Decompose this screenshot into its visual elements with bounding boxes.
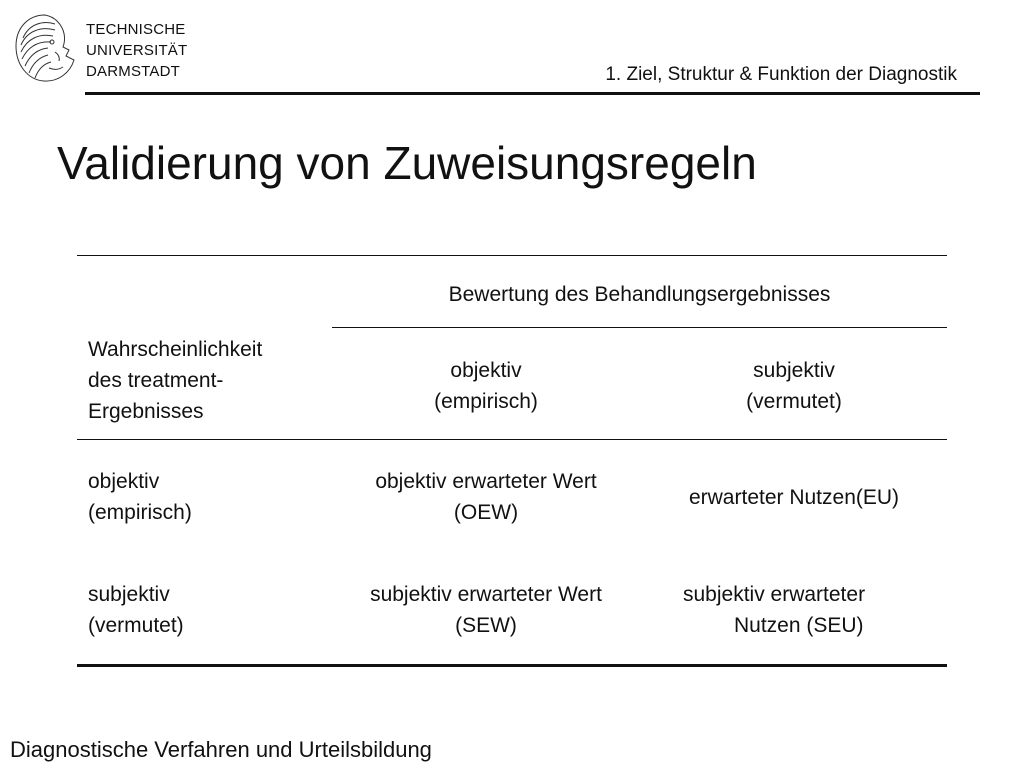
university-name: [86, 19, 187, 82]
row-header-title: [88, 334, 262, 427]
university-name-line-3: DARMSTADT: [86, 63, 181, 80]
table-header-rule: [77, 439, 947, 440]
spanning-header-text: Bewertung des Behandlungsergebnisses: [448, 283, 831, 306]
university-name-line-2: UNIVERSITÄT: [86, 42, 188, 59]
table-cell-seu: [683, 579, 865, 641]
table-cell-eu: [644, 482, 944, 513]
table-cell-sew: [336, 579, 636, 641]
row-label-line-2: (vermutet): [88, 614, 184, 637]
table-cell-line-2: (SEW): [455, 614, 517, 637]
column-header-line-2: (vermutet): [746, 390, 842, 413]
column-header-line-1: subjektiv: [753, 359, 835, 382]
row-header-title-line-2: des treatment-: [88, 369, 224, 392]
table-cell-line-1: objektiv erwarteter Wert: [375, 470, 597, 493]
table-cell-line-1: subjektiv erwarteter: [683, 583, 866, 606]
row-header-title-line-1: Wahrscheinlichkeit: [88, 338, 263, 361]
column-header-line-2: (empirisch): [434, 390, 538, 413]
row-header-title-line-3: Ergebnisses: [88, 400, 204, 423]
row-label-subjektiv: [88, 579, 184, 641]
table-top-rule: [77, 255, 947, 256]
row-label-line-1: objektiv: [88, 470, 160, 493]
section-title: 1. Ziel, Struktur & Funktion der Diagnostik: [605, 64, 957, 85]
row-label-objektiv: [88, 466, 192, 528]
university-logo: [11, 12, 79, 84]
header-divider: [85, 92, 980, 95]
table-cell-oew: [336, 466, 636, 528]
table-subheader-rule: [332, 327, 947, 328]
table-spanning-header: [332, 279, 947, 310]
table-cell-line-2: (OEW): [453, 501, 519, 524]
column-header-subjektiv: [694, 355, 894, 417]
footer-course-title: Diagnostische Verfahren und Urteilsbildung: [10, 737, 432, 762]
table-bottom-rule: [77, 664, 947, 667]
table-cell-line-1: erwarteter Nutzen(EU): [688, 486, 900, 509]
table-cell-line-2: Nutzen (SEU): [734, 614, 864, 637]
row-label-line-2: (empirisch): [88, 501, 192, 524]
slide-title: Validierung von Zuweisungsregeln: [57, 137, 757, 189]
column-header-line-1: objektiv: [450, 359, 522, 382]
table-cell-line-1: subjektiv erwarteter Wert: [370, 583, 602, 606]
column-header-objektiv: [386, 355, 586, 417]
row-label-line-1: subjektiv: [88, 583, 170, 606]
university-name-line-1: TECHNISCHE: [86, 21, 186, 38]
